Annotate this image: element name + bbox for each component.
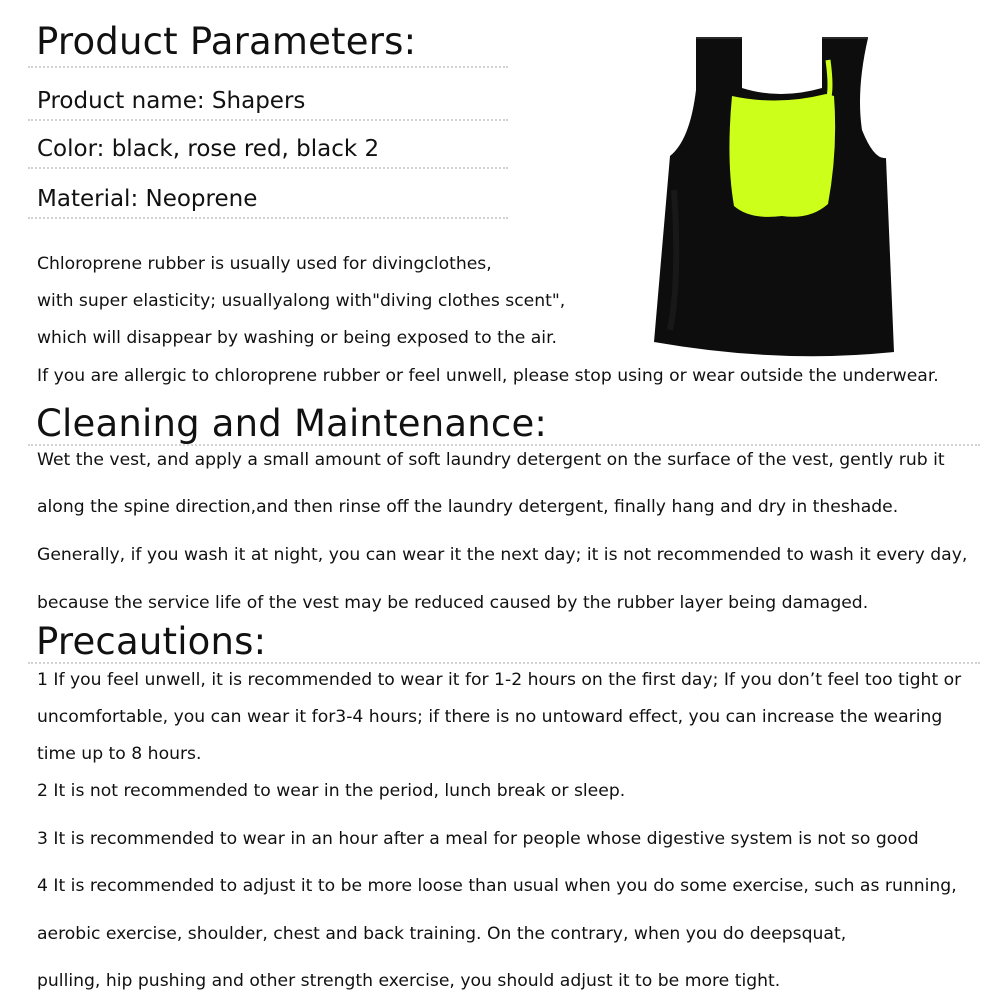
divider: [28, 167, 508, 169]
product-material: Material: Neoprene: [37, 186, 258, 212]
cleaning-line: Generally, if you wash it at night, you can wear it the next day; it is not recommended to wash it every day,: [37, 545, 968, 565]
precaution-line: uncomfortable, you can wear it for3-4 hours; if there is no untoward effect, you can increase the wearing: [37, 707, 943, 727]
precautions-heading: Precautions:: [36, 620, 267, 663]
cleaning-line: Wet the vest, and apply a small amount of soft laundry detergent on the surface of the vest, gently rub it: [37, 450, 945, 470]
precaution-line: pulling, hip pushing and other strength exercise, you should adjust it to be more tight.: [37, 971, 781, 991]
neoprene-vest-icon: [650, 30, 910, 360]
description-line: Chloroprene rubber is usually used for divingclothes,: [37, 254, 492, 274]
precaution-line: 2 It is not recommended to wear in the period, lunch break or sleep.: [37, 781, 626, 801]
divider: [28, 66, 508, 68]
precaution-line: 3 It is recommended to wear in an hour after a meal for people whose digestive system is not so good: [37, 829, 919, 849]
divider: [28, 444, 980, 446]
divider: [28, 119, 508, 121]
divider: [28, 217, 508, 219]
precaution-line: time up to 8 hours.: [37, 744, 202, 764]
cleaning-heading: Cleaning and Maintenance:: [36, 402, 548, 445]
description-line: which will disappear by washing or being exposed to the air.: [37, 328, 558, 348]
product-name: Product name: Shapers: [37, 88, 306, 114]
description-line: with super elasticity; usuallyalong with"diving clothes scent",: [37, 291, 566, 311]
precaution-line: aerobic exercise, shoulder, chest and back training. On the contrary, when you do deepsquat,: [37, 924, 847, 944]
vest-lining-edge: [828, 60, 830, 100]
divider: [28, 662, 980, 664]
vest-lining: [729, 94, 835, 217]
description-line: If you are allergic to chloroprene rubber or feel unwell, please stop using or wear outside the underwear.: [37, 366, 939, 386]
cleaning-line: because the service life of the vest may be reduced caused by the rubber layer being damaged.: [37, 593, 869, 613]
parameters-heading: Product Parameters:: [36, 20, 417, 63]
precaution-line: 1 If you feel unwell, it is recommended to wear it for 1-2 hours on the first day; If you don’t feel too tight or: [37, 670, 962, 690]
precaution-line: 4 It is recommended to adjust it to be more loose than usual when you do some exercise, such as running,: [37, 876, 957, 896]
cleaning-line: along the spine direction,and then rinse off the laundry detergent, finally hang and dry in theshade.: [37, 497, 899, 517]
product-color: Color: black, rose red, black 2: [37, 136, 380, 162]
